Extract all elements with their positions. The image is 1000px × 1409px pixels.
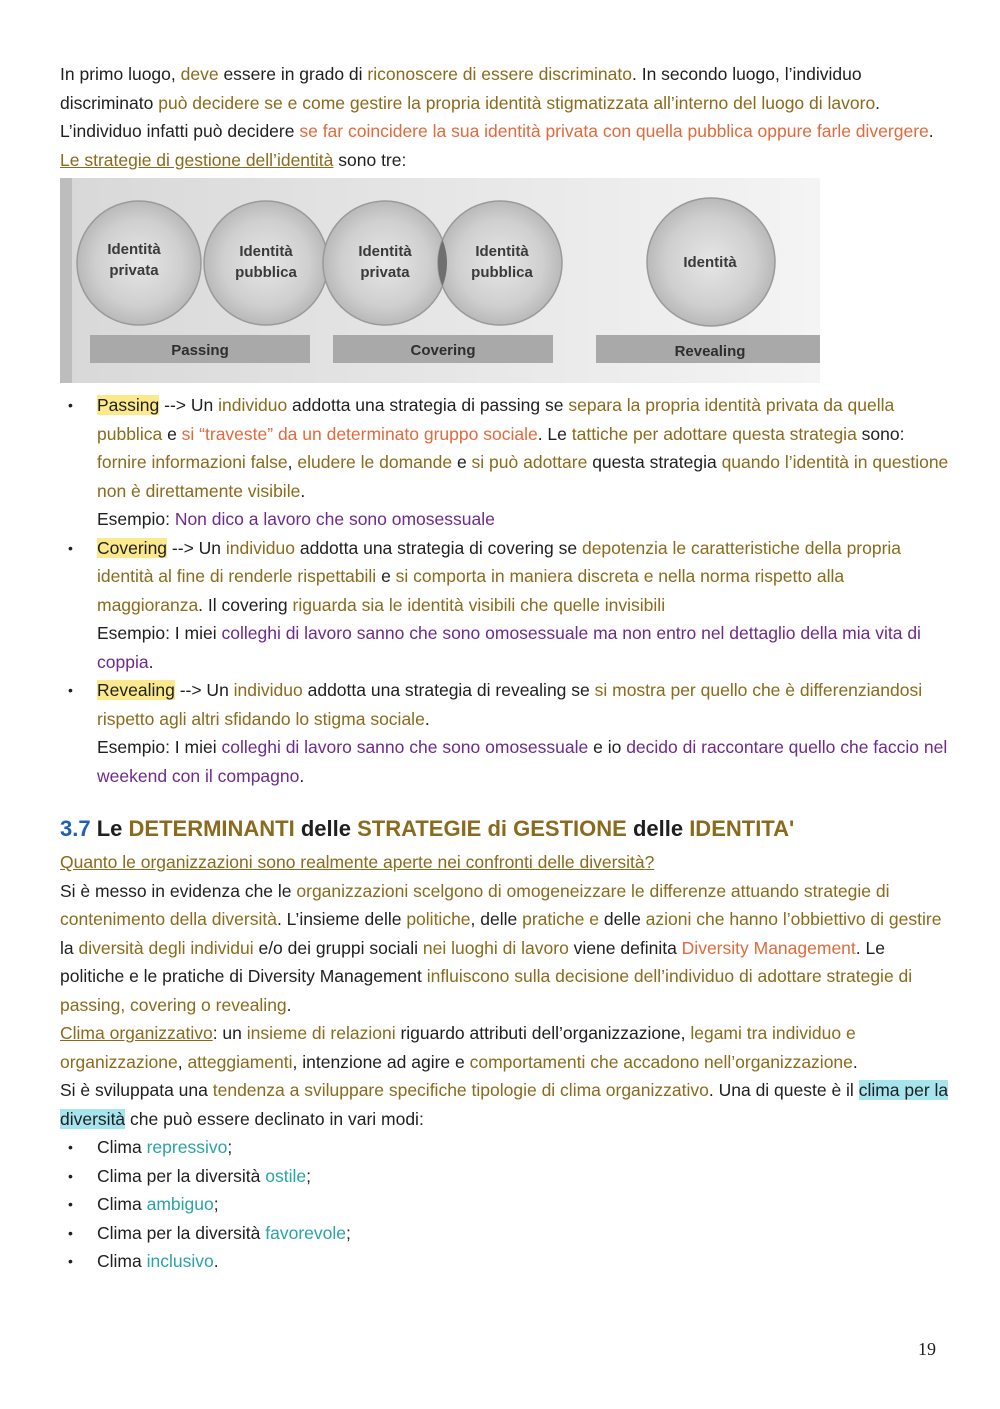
highlight: diversità degli individui: [78, 937, 254, 958]
climate-term: Clima organizzativo: [60, 1023, 213, 1043]
heading-keyword: STRATEGIE di GESTIONE: [357, 816, 627, 841]
text: e: [452, 452, 472, 472]
highlight: organizzazioni scelgono di omogeneizzare le differenze attuando strategie di contenimento della diversità: [60, 880, 890, 929]
figure-edge-shadow: [60, 178, 72, 383]
climate-type: repressivo: [146, 1137, 228, 1157]
list-item: [60, 1247, 950, 1276]
text: .: [213, 1251, 219, 1271]
highlight: individuo: [233, 680, 303, 700]
heading-keyword: IDENTITA': [689, 816, 795, 841]
highlight: azioni che hanno l’obbiettivo di gestire: [645, 909, 942, 929]
strategies-intro-text: sono tre:: [333, 149, 407, 170]
text: .: [852, 1051, 858, 1072]
text: riguardo attributi dell’organizzazione,: [395, 1023, 691, 1043]
emphasis: si “traveste” da un determinato gruppo sociale: [181, 423, 538, 444]
intro-text: . L’individuo infatti può decidere: [60, 92, 881, 141]
text: Clima: [97, 1137, 147, 1157]
question-text: Quanto le organizzazioni sono realmente aperte nei confronti delle diversità?: [60, 852, 655, 872]
intro-paragraph: [60, 60, 950, 146]
text: ;: [227, 1137, 233, 1157]
highlight: si comporta in maniera discreta e nella norma rispetto alla maggioranza: [97, 566, 845, 615]
example-text: colleghi di lavoro sanno che sono omosessuale ma non entro nel dettaglio della mia vita di coppia: [97, 623, 921, 672]
text: Clima: [97, 1194, 147, 1214]
bullet-icon: •: [68, 1167, 73, 1184]
text: e: [376, 566, 396, 586]
text: ;: [306, 1165, 311, 1186]
text: . Le: [537, 423, 572, 444]
identity-strategies-figure: [60, 178, 820, 383]
text: questa strategia: [587, 452, 722, 472]
section-question: [60, 848, 950, 877]
heading-word: Le: [96, 816, 129, 841]
example-passing: [97, 505, 950, 534]
passing-circle2-line1: Identità: [239, 243, 293, 260]
passing-circle1-line2: privata: [109, 262, 159, 279]
example-revealing: [97, 733, 950, 790]
covering-label: Covering: [410, 342, 476, 359]
example-label: Esempio: I miei: [97, 623, 222, 643]
text: --> Un: [159, 395, 219, 415]
text: addotta una strategia di passing se: [287, 395, 569, 415]
term-revealing: Revealing: [97, 680, 175, 700]
list-item: [60, 1219, 950, 1248]
text: , delle: [470, 909, 523, 929]
strategies-list: [60, 391, 950, 790]
bullet-icon: •: [68, 1253, 73, 1269]
page-content: [60, 60, 950, 1276]
intro-highlight: deve: [180, 64, 219, 84]
example-text: decido di raccontare quello che faccio nel weekend con il compagno: [97, 737, 948, 786]
highlight: riguarda sia le identità visibili che quelle invisibili: [292, 594, 666, 615]
text: , intenzione ad agire e: [292, 1051, 470, 1072]
highlight: quando l’identità in questione non è direttamente visibile: [97, 452, 949, 501]
covering-circle1-line1: Identità: [358, 243, 412, 260]
highlight: atteggiamenti: [187, 1051, 293, 1072]
highlight: pratiche e: [522, 909, 599, 929]
covering-circle2-line1: Identità: [475, 243, 529, 260]
example-text: colleghi di lavoro sanno che sono omosessuale: [221, 737, 589, 757]
term-covering: Covering: [97, 537, 168, 558]
text: Clima per la diversità: [97, 1165, 266, 1186]
bullet-icon: •: [68, 682, 73, 698]
climate-type: ostile: [265, 1165, 307, 1186]
climate-list: [60, 1133, 950, 1276]
list-item-covering: [60, 534, 950, 677]
heading-keyword: DETERMINANTI: [128, 816, 295, 841]
text: --> Un: [174, 680, 234, 700]
passing-circle2-line2: pubblica: [235, 264, 297, 281]
list-item: [60, 1162, 950, 1191]
text: sono:: [856, 423, 905, 444]
example-label: Esempio:: [97, 509, 175, 529]
text: --> Un: [167, 537, 226, 558]
climate-definition-paragraph: [60, 1019, 950, 1076]
bullet-icon: •: [68, 397, 73, 413]
text: ;: [213, 1194, 219, 1214]
highlight: influiscono sulla decisione dell’individuo di adottare strategie di passing, covering o revealing: [60, 966, 913, 1015]
highlight: separa la propria identità privata da quella pubblica: [97, 395, 895, 444]
passing-circle1-line1: Identità: [107, 241, 161, 258]
intro-text: . In secondo luogo, l’individuo discriminato: [60, 64, 862, 113]
intro-highlight: può decidere se e come gestire la propria identità stigmatizzata all’interno del luogo di lavoro: [158, 92, 876, 113]
revealing-circle-text: Identità: [683, 254, 737, 271]
revealing-label: Revealing: [674, 343, 746, 360]
heading-word: delle: [294, 816, 358, 841]
emphasis: Diversity Management: [681, 937, 856, 958]
covering-circle2-line2: pubblica: [471, 264, 533, 281]
text: .: [300, 480, 306, 501]
diversity-climate-highlight: clima per la diversità: [60, 1080, 949, 1129]
highlight: fornire informazioni false: [97, 452, 288, 472]
highlight: nei luoghi di lavoro: [422, 937, 569, 958]
climate-type: inclusivo: [146, 1251, 214, 1271]
text: e io: [588, 737, 627, 757]
bullet-icon: •: [68, 1139, 73, 1155]
climate-type: ambiguo: [146, 1194, 214, 1214]
highlight: si può adottare: [471, 452, 588, 472]
text: Si è sviluppata una: [60, 1080, 213, 1100]
diversity-management-paragraph: [60, 877, 950, 1020]
climate-tendency-paragraph: [60, 1076, 950, 1133]
text: addotta una strategia di revealing se: [302, 680, 595, 700]
bullet-icon: •: [68, 539, 73, 556]
text: la: [60, 937, 79, 958]
text: .: [424, 708, 430, 729]
highlight: eludere le domande: [297, 452, 453, 472]
intro-text: .: [928, 121, 934, 141]
page-number: 19: [918, 1339, 936, 1359]
intro-text: In primo luogo,: [60, 64, 181, 84]
list-item-passing: [60, 391, 950, 534]
bullet-icon: •: [68, 1224, 73, 1241]
list-item-revealing: [60, 676, 950, 790]
text: e: [162, 423, 182, 444]
text: .: [299, 765, 305, 786]
text: addotta una strategia di covering se: [294, 537, 582, 558]
text: ,: [177, 1051, 188, 1072]
highlight: si mostra per quello che è differenziandosi rispetto agli altri sfidando lo stigma sociale: [97, 680, 923, 729]
strategies-heading-link: Le strategie di gestione dell’identità: [60, 149, 334, 170]
highlight: individuo: [225, 537, 295, 558]
text: Clima per la diversità: [97, 1222, 266, 1243]
text: . Una di queste è il: [708, 1080, 859, 1100]
text: che può essere declinato in vari modi:: [125, 1108, 424, 1129]
heading-word: delle: [626, 816, 690, 841]
bullet-icon: •: [68, 1196, 73, 1212]
text: delle: [598, 909, 646, 929]
intro-text: essere in grado di: [218, 64, 368, 84]
climate-type: favorevole: [265, 1222, 346, 1243]
example-covering: [97, 619, 950, 676]
intro-highlight: riconoscere di essere discriminato: [367, 64, 632, 84]
highlight: individuo: [218, 395, 288, 415]
text: .: [286, 994, 292, 1015]
highlight: legami tra individuo e organizzazione: [60, 1023, 856, 1072]
text: Si è messo in evidenza che le: [60, 880, 297, 901]
highlight: depotenzia le caratteristiche della propria identità al fine di renderle rispettabili: [97, 537, 902, 586]
section-heading: [60, 812, 950, 846]
text: : un: [212, 1023, 247, 1043]
covering-circle1-line2: privata: [360, 264, 410, 281]
highlight: tattiche per adottare questa strategia: [571, 423, 857, 444]
section-number: 3.7: [60, 816, 91, 841]
intro-emphasis: se far coincidere la sua identità privata con quella pubblica oppure farle divergere: [299, 121, 929, 141]
text: . L’insieme delle: [276, 909, 407, 929]
passing-label: Passing: [171, 342, 229, 359]
highlight: politiche: [406, 909, 471, 929]
text: e/o dei gruppi sociali: [253, 937, 423, 958]
list-item: [60, 1190, 950, 1219]
text: Clima: [97, 1251, 147, 1271]
term-passing: Passing: [97, 395, 160, 415]
covering-public-circle: [438, 201, 562, 325]
text: . Le politiche e le pratiche di Diversity Management: [60, 937, 885, 986]
passing-public-circle: [204, 201, 328, 325]
text: viene definita: [568, 937, 682, 958]
strategies-intro: [60, 146, 950, 175]
highlight: insieme di relazioni: [246, 1023, 396, 1043]
text: ,: [287, 452, 298, 472]
example-label: Esempio: I miei: [97, 737, 222, 757]
text: .: [148, 651, 154, 672]
highlight: tendenza a sviluppare specifiche tipologie di clima organizzativo: [212, 1080, 709, 1100]
text: ;: [346, 1222, 351, 1243]
list-item: [60, 1133, 950, 1162]
text: . Il covering: [198, 594, 293, 615]
example-text: Non dico a lavoro che sono omosessuale: [174, 509, 495, 529]
highlight: comportamenti che accadono nell’organizzazione: [469, 1051, 853, 1072]
covering-private-circle: [323, 201, 447, 325]
